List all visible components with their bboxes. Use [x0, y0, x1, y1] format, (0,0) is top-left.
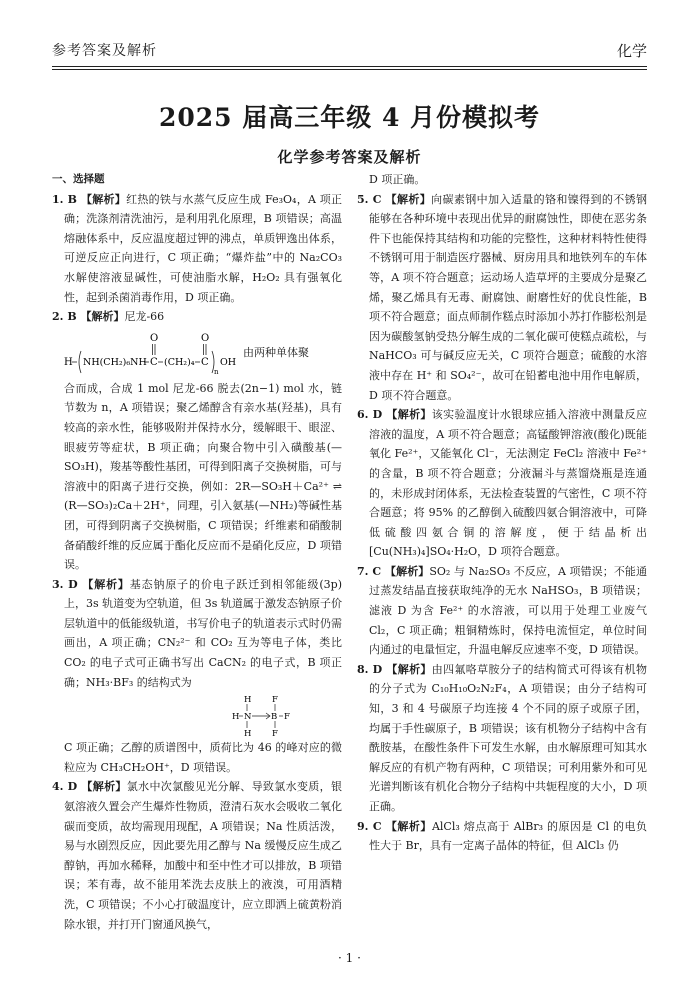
svg-text:H: H — [244, 695, 252, 706]
nh3-bf3-formula — [232, 693, 292, 737]
svg-text:OH: OH — [220, 356, 237, 368]
svg-text:N: N — [244, 712, 252, 723]
svg-text:B: B — [271, 712, 278, 723]
header-subject: 化学 — [616, 42, 647, 60]
header-rule-thin — [52, 69, 647, 70]
svg-text:H: H — [64, 356, 73, 368]
answer-item-8: 8. D 【解析】由四氟咯草胺分子的结构简式可得该有机物的分子式为 C₁₀H₁₀O₂N₂F₄，A 项错误；由分子结构可知，3 和 4 号碳原子均连接 4 个不同的原子或原子团，均属于手性碳原子，B 项错误；该有机物分子结构中含有酰胺基，在酸性条件下可发生水解，由水解原理可知其水解反应的有机产物有两种，C 项错误；可利用紫外和可见光谱判断该有机化合物分子结构中共轭程度的大小，D 项正确。 — [357, 662, 647, 813]
answer-item-6: 6. D 【解析】该实验温度计水银球应插入溶液中测量反应溶液的温度，A 项不符合题意；高锰酸钾溶液(酸化)既能氧化 Fe²⁺，又能氧化 Cl⁻，无法测定 FeCl₂ 溶液中 Fe²⁺ 的含量，B 项不符合题意；分液漏斗与蒸馏烧瓶是连通的，未形成封闭体系，无法检查装置的气密性，C 项不符合题意；将 95% 的乙醇倒入硫酸四氨合铜溶液中，可降低硫酸四氨合铜的溶解度，便于结晶析出[Cu(NH₃)₄]SO₄·H₂O，D 项符合题意。 — [357, 408, 647, 559]
svg-text:C: C — [201, 356, 209, 368]
answer-item-3: 3. D 【解析】基态钠原子的价电子跃迁到相邻能级(3p)上，3s 轨道变为空轨道，但 3s 轨道属于激发态钠原子价层轨道中的低能级轨道，书写价电子的轨道表示式时仍需画出，A 项正确；CN₂²⁻ 和 CO₂ 互为等电子体，类比 CO₂ 的电子式可正确书写出 CaCN₂ 的电子式，B 项正确；NH₃·BF₃ 的结构式为 — [52, 577, 342, 689]
page-title: 2025 届高三年级 4 月份模拟考 — [158, 103, 541, 132]
answer-item-1: 1. B 【解析】红热的铁与水蒸气反应生成 Fe₃O₄，A 项正确；洗涤剂清洗油污，是利用乳化原理，B 项错误；高温熔融体系中，反应温度超过钾的沸点，单质钾逸出体系，可逆反应正向进行，C 项正确；“爆炸盐”中的 Na₂CO₃ 水解使溶液显碱性，可使油脂水解，H₂O₂ 具有强氧化性，起到杀菌消毒作用，D 项正确。 — [52, 192, 342, 304]
page-number: · 1 · — [338, 951, 361, 965]
svg-text:n: n — [214, 367, 219, 376]
answer-item-9: 9. C 【解析】AlCl₃ 熔点高于 AlBr₃ 的原因是 Cl 的电负性大于 Br，具有一定离子晶体的特征，但 AlCl₃ 仍 — [357, 819, 648, 853]
header-rule-thick — [52, 66, 647, 67]
structure-caption: 由两种单体聚 — [243, 345, 309, 359]
answer-item-4-continued: D 项正确。 — [369, 173, 426, 186]
nylon-66-structure — [64, 327, 342, 379]
svg-text:H: H — [244, 729, 252, 738]
answer-item-5: 5. C 【解析】向碳素钢中加入适量的铬和镍得到的不锈钢能够在各种环境中表现出优异的耐腐蚀性，即使在恶劣条件下也能保持其结构和功能的完整性，这种材料特性使得不锈钢可用于制造医疗器械、厨房用具和地铁列车的车体等，A 项不符合题意；运动场人造草坪的主要成分是聚乙烯，聚乙烯具有无毒、耐腐蚀、耐磨性好的优良性能，B 项不符合题意；面点师制作糕点时添加小苏打作膨松剂是因为碳酸氢钠受热分解生成的二氧化碳可使糕点疏松，与 NaHCO₃ 可与碱反应无关，C 项符合题意；硫酸的水溶液中存在 H⁺ 和 SO₄²⁻，故可在铅蓄电池中用作电解质，D 项不符合题意。 — [357, 192, 647, 402]
left-column — [52, 170, 342, 934]
svg-text:F: F — [284, 712, 290, 723]
answer-item-3-continued: C 项正确；乙醇的质谱图中，质荷比为 46 的峰对应的微粒应为 CH₃CH₂OH⁺，D 项错误。 — [64, 741, 342, 774]
section-heading: 一、选择题 — [52, 173, 105, 185]
header-left: 参考答案及解析 — [52, 43, 157, 59]
svg-text:O: O — [201, 332, 210, 344]
svg-text:NH(CH₂)₆NH: NH(CH₂)₆NH — [83, 356, 147, 368]
nylon-66-formula — [64, 329, 239, 377]
svg-text:(CH₂)₄: (CH₂)₄ — [164, 356, 195, 368]
right-column — [357, 170, 647, 856]
answer-item-7: 7. C 【解析】SO₂ 与 Na₂SO₃ 不反应，A 项错误；不能通过蒸发结晶直接获取纯净的无水 NaHSO₃，B 项错误；滤液 D 为含 Fe²⁺ 的水溶液，可以用于处理工业废气 Cl₂，C 项正确；粗铜精炼时，保持电流恒定，单位时间内通过的电量恒定，升温电解反应速率不变，D 项错误。 — [357, 564, 647, 657]
answer-item-4: 4. D 【解析】氯水中次氯酸见光分解、导致氯水变质，银氨溶液久置会产生爆炸性物质，澄清石灰水会吸收二氧化碳而变质，故均需现用现配，A 项错误；Na 性质活泼，易与水剧烈反应，因此要先用乙醇与 Na 缓慢反应生成乙醇钠，再加水稀释，加酸中和至中性才可以排放，B 项错误；苯有毒，故不能用苯洗去皮肤上的液溴，可用酒精洗，C 项错误；不小心打破温度计，应立即洒上硫黄粉消除水银，并打开门窗通风换气， — [52, 780, 342, 931]
page-subtitle: 化学参考答案及解析 — [277, 148, 422, 166]
svg-text:H: H — [232, 712, 240, 723]
svg-text:C: C — [150, 356, 158, 368]
svg-text:F: F — [272, 695, 278, 706]
answer-item-2: 2. B 【解析】尼龙-66 — [52, 310, 165, 324]
svg-text:O: O — [150, 332, 159, 344]
svg-text:F: F — [272, 729, 278, 738]
answer-item-2-continued: 合而成，合成 1 mol 尼龙-66 脱去(2n−1) mol 水，链节数为 n，A 项错误；聚乙烯醇含有亲水基(羟基)，具有较高的亲水性，能够吸附并保持水分，缓解眼干、眼涩、眼疲劳等症状，B 项正确；向聚合物中引入磺酸基(—SO₃H)，羧基等酸性基团，可得到阳离子交换树脂，可与溶液中的阳离子进行交换，例如：2R—SO₃H＋Ca²⁺ ⇌ (R—SO₃)₂Ca＋2H⁺，同理，引入氨基(—NH₂)等碱性基团，可得到阴离子交换树脂，C 项错误；纤维素和硝酸制备硝酸纤维的反应属于酯化反应而不是硝化反应，D 项错误。 — [64, 381, 342, 572]
page-header — [52, 40, 647, 62]
nh3-bf3-structure — [64, 692, 292, 738]
